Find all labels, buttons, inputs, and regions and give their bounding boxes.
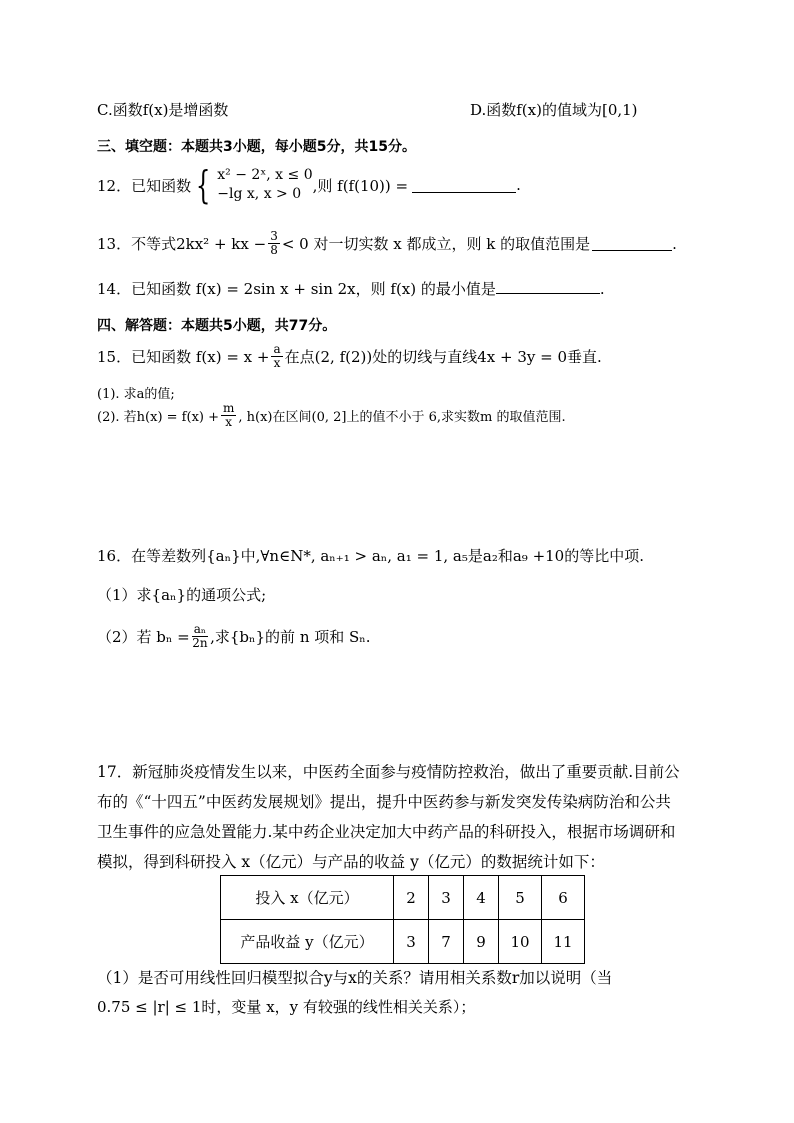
q13-text-1: 13．不等式2kx² + kx − — [97, 235, 267, 253]
q16-part-2-fraction — [192, 623, 208, 650]
option-d: D.函数f(x)的值域为[0,1) — [470, 101, 638, 119]
q17-part-1-line-1: （1）是否可用线性回归模型拟合y与x的关系？请用相关系数r加以说明（当 — [97, 969, 613, 987]
q17-part-1-line-2: 0.75 ≤ |r| ≤ 1时，变量 x，y 有较强的线性相关关系）； — [97, 998, 476, 1016]
q17-line-3: 卫生事件的应急处置能力.某中药企业决定加大中药产品的科研投入，根据市场调研和 — [97, 823, 676, 841]
q15-part-2-b: , h(x)在区间(0, 2]上的值不小于 6,求实数m 的取值范围. — [238, 410, 566, 425]
q14-text: 14．已知函数 f(x) = 2sin x + sin 2x，则 f(x) 的最小值是 — [97, 280, 496, 298]
table-cell: 2 — [394, 876, 429, 920]
section-4-heading: 四、解答题：本题共5小题，共77分。 — [97, 318, 337, 334]
question-15 — [97, 343, 602, 370]
question-14: 14．已知函数 f(x) = 2sin x + sin 2x，则 f(x) 的最小值是 . — [97, 280, 605, 298]
q15-part-2 — [97, 402, 566, 429]
q16-p2-frac-num: aₙ — [193, 622, 207, 636]
question-12: 12．已知函数 { x² − 2ˣ, x ≤ 0 −lg x, x > 0 ,则 f(f(10)) = . — [97, 163, 521, 207]
q16-part-2-b: ,求{bₙ}的前 n 项和 Sₙ. — [210, 628, 371, 646]
q12-piecewise — [191, 163, 313, 207]
q13-frac-den: 8 — [270, 243, 278, 257]
q15-text-1: 15．已知函数 f(x) = x + — [97, 348, 270, 366]
q13-frac-num: 3 — [270, 229, 278, 243]
table-cell: 6 — [542, 876, 585, 920]
option-c: C.函数f(x)是增函数 — [97, 101, 229, 119]
brace-symbol: { — [195, 163, 211, 207]
q15-part-1: (1). 求a的值; — [97, 387, 175, 402]
q15-p2-frac-num: m — [223, 401, 235, 415]
q15-text-2: 在点(2, f(2))处的切线与直线4x + 3y = 0垂直. — [284, 348, 602, 366]
table-cell: 10 — [499, 920, 542, 964]
table-cell: 3 — [394, 920, 429, 964]
q13-text-2: < 0 对一切实数 x 都成立，则 k 的取值范围是 — [281, 235, 591, 253]
q15-p2-frac-den: x — [225, 415, 233, 429]
q15-part-2-fraction — [221, 402, 236, 429]
table-row — [221, 920, 585, 964]
q15-frac-num: a — [273, 342, 281, 356]
q15-fraction — [271, 343, 282, 370]
q13-fraction — [268, 230, 280, 257]
question-13: 13．不等式2kx² + kx − $\frac{3}{8}$ < 0 对一切实数 x 都成立，则 k 的取值范围是 . — [97, 229, 677, 257]
q12-case-1: x² − 2ˣ, x ≤ 0 — [217, 167, 313, 183]
table-cell: 11 — [542, 920, 585, 964]
table-cell: 3 — [429, 876, 464, 920]
table-cell: 5 — [499, 876, 542, 920]
section-3-heading: 三、填空题：本题共3小题，每小题5分，共15分。 — [97, 139, 416, 155]
question-16: 16．在等差数列{aₙ}中,∀n∈N*, aₙ₊₁ > aₙ, a₁ = 1, a₅是a₂和a₉ +10的等比中项. — [97, 547, 644, 565]
q12-answer-blank[interactable] — [412, 178, 516, 193]
q14-answer-blank[interactable] — [496, 279, 600, 294]
table-row-label: 投入 x（亿元） — [221, 876, 394, 920]
q16-part-2-a: （2）若 bₙ = — [97, 628, 190, 646]
q17-line-4: 模拟，得到科研投入 x（亿元）与产品的收益 y（亿元）的数据统计如下： — [97, 853, 605, 871]
q12-prefix: 12．已知函数 — [97, 176, 192, 195]
q16-p2-frac-den: 2n — [192, 636, 208, 650]
q13-answer-blank[interactable] — [592, 236, 672, 251]
q17-data-table — [220, 875, 585, 964]
q12-case-2: −lg x, x > 0 — [217, 186, 302, 202]
table-row — [221, 876, 585, 920]
q16-part-2 — [97, 623, 371, 650]
table-cell: 4 — [464, 876, 499, 920]
q17-line-2: 布的《“十四五”中医药发展规划》提出，提升中医药参与新发突发传染病防治和公共 — [97, 793, 671, 811]
q15-part-2-a: (2). 若h(x) = f(x) + — [97, 410, 219, 425]
q15-frac-den: x — [273, 356, 281, 370]
q16-part-1: （1）求{aₙ}的通项公式; — [97, 586, 267, 604]
table-cell: 9 — [464, 920, 499, 964]
q12-tail: ,则 f(f(10)) = — [312, 176, 409, 195]
table-cell: 7 — [429, 920, 464, 964]
table-row-label: 产品收益 y（亿元） — [221, 920, 394, 964]
q17-line-1: 17．新冠肺炎疫情发生以来，中医药全面参与疫情防控救治，做出了重要贡献.目前公 — [97, 763, 680, 781]
